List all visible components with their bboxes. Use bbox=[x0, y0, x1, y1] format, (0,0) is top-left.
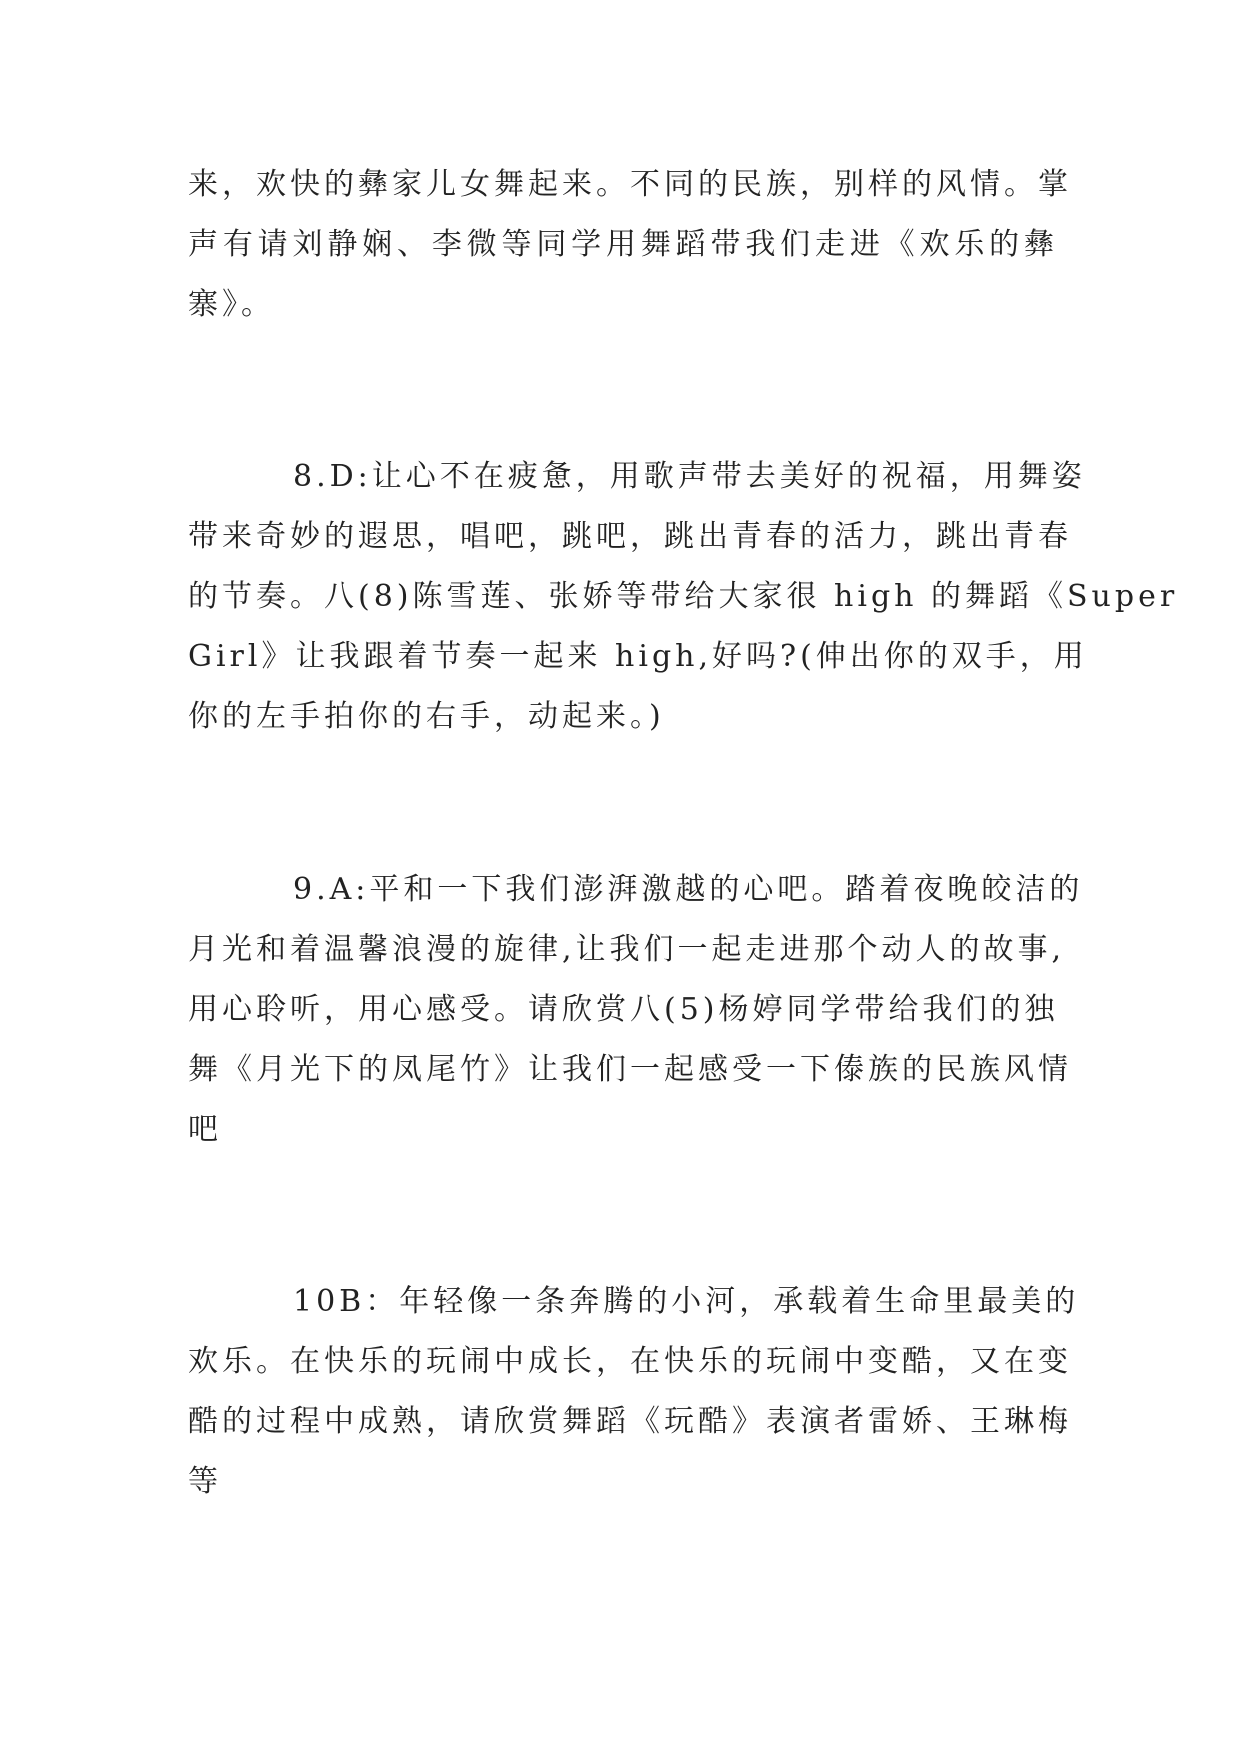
paragraph-item-9 bbox=[188, 860, 1084, 1160]
text-line: 等 bbox=[188, 1464, 222, 1499]
text-line: 吧 bbox=[188, 1112, 222, 1147]
text-line: 9.A:平和一下我们澎湃激越的心吧。踏着夜晚皎洁的 bbox=[293, 872, 1084, 907]
text-line: 欢乐。在快乐的玩闹中成长，在快乐的玩闹中变酷，又在变 bbox=[188, 1344, 1072, 1379]
paragraph-item-10 bbox=[188, 1272, 1080, 1512]
paragraph-yi-dance bbox=[188, 155, 1072, 335]
paragraph-item-8 bbox=[188, 447, 1179, 747]
text-line: 的节奏。八(8)陈雪莲、张娇等带给大家很 high 的舞蹈《Super bbox=[188, 579, 1179, 614]
text-line: 月光和着温馨浪漫的旋律,让我们一起走进那个动人的故事, bbox=[188, 932, 1066, 967]
text-line: 用心聆听，用心感受。请欣赏八(5)杨婷同学带给我们的独 bbox=[188, 992, 1059, 1027]
text-line: 酷的过程中成熟，请欣赏舞蹈《玩酷》表演者雷娇、王琳梅 bbox=[188, 1404, 1072, 1439]
text-line: 寨》。 bbox=[188, 287, 275, 322]
text-line: 舞《月光下的凤尾竹》让我们一起感受一下傣族的民族风情 bbox=[188, 1052, 1072, 1087]
text-line: 你的左手拍你的右手，动起来。) bbox=[188, 699, 665, 734]
text-line: Girl》让我跟着节奏一起来 high,好吗?(伸出你的双手，用 bbox=[188, 639, 1088, 674]
text-line: 来，欢快的彝家儿女舞起来。不同的民族，别样的风情。掌 bbox=[188, 167, 1072, 202]
text-line: 带来奇妙的遐思，唱吧，跳吧，跳出青春的活力，跳出青春 bbox=[188, 519, 1072, 554]
text-line: 声有请刘静娴、李微等同学用舞蹈带我们走进《欢乐的彝 bbox=[188, 227, 1058, 262]
text-line: 8.D:让心不在疲惫，用歌声带去美好的祝福，用舞姿 bbox=[293, 459, 1086, 494]
text-line: 10B：年轻像一条奔腾的小河，承载着生命里最美的 bbox=[293, 1284, 1080, 1319]
